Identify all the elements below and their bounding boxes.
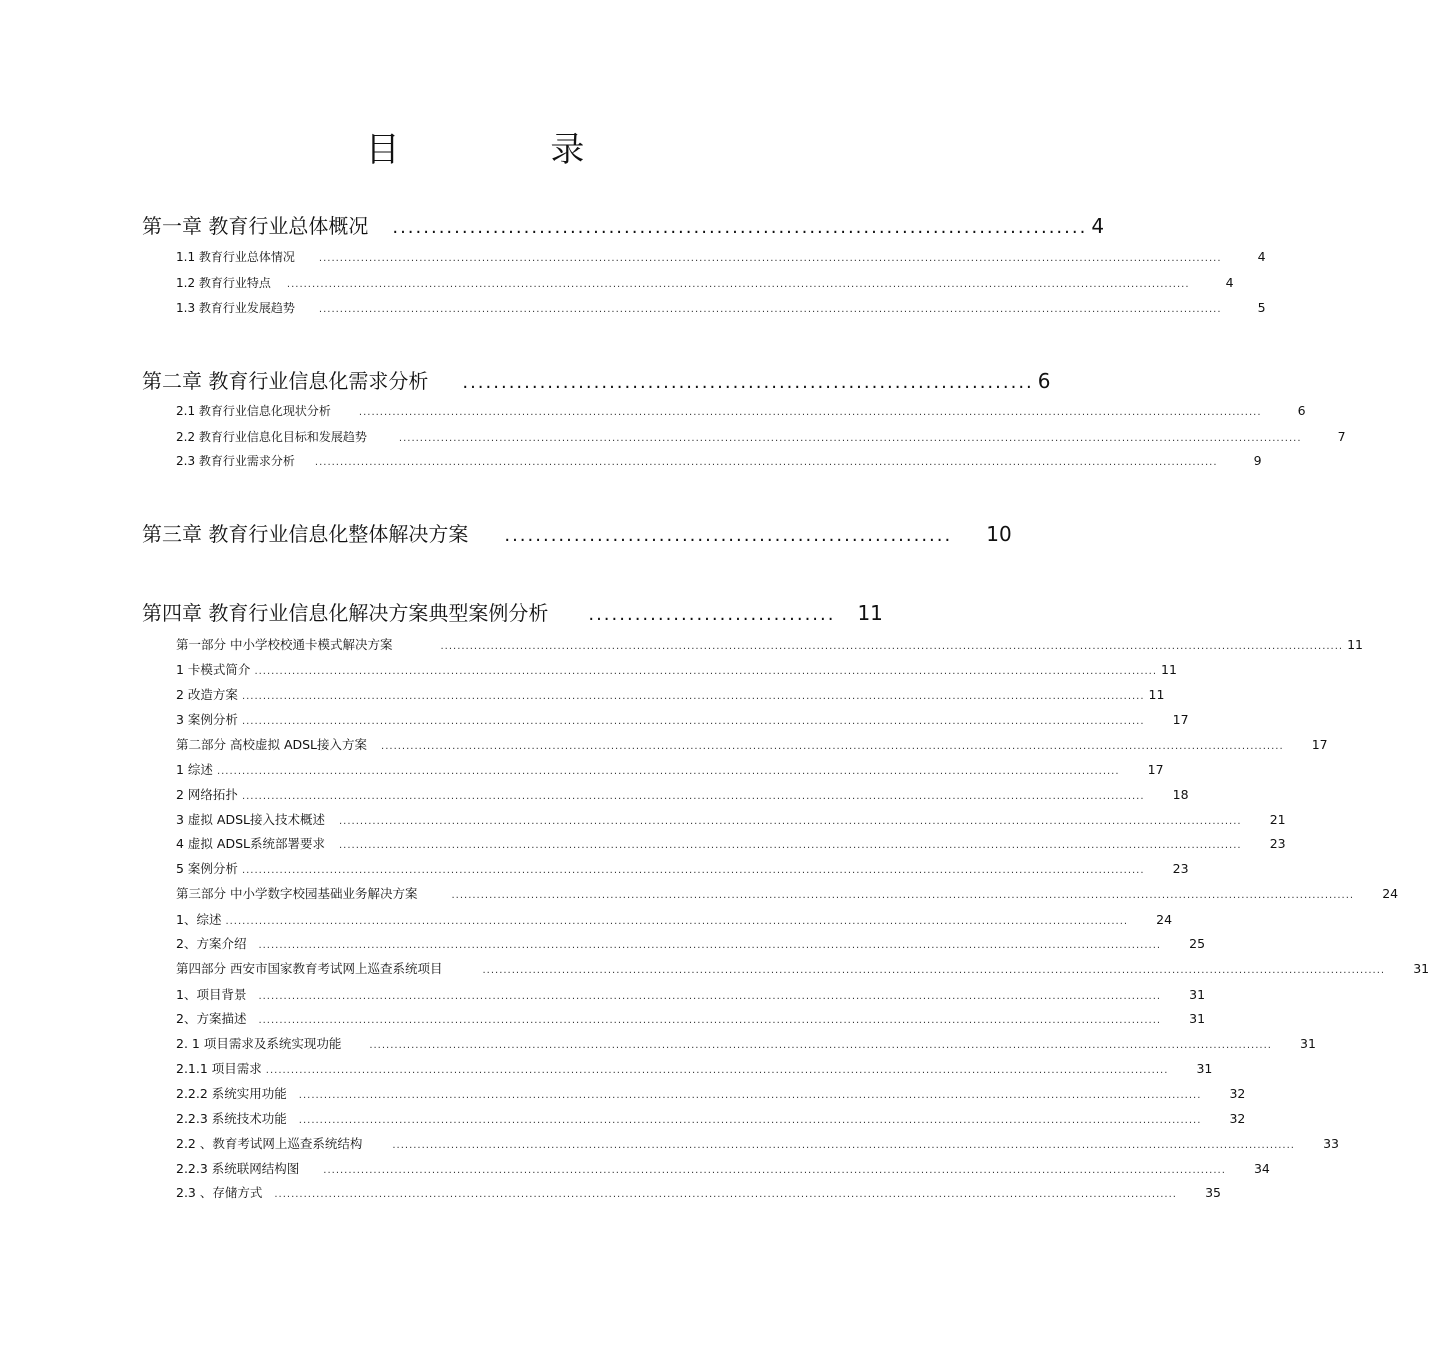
toc-page-number: 23: [1172, 861, 1189, 876]
toc-item-label: 4 虚拟 ADSL系统部署要求: [176, 836, 325, 851]
toc-page-number: 31: [1413, 961, 1429, 976]
toc-page-number: 23: [1269, 836, 1286, 851]
toc-section-1-1[interactable]: [176, 248, 1266, 265]
toc-page-number: 33: [1323, 1136, 1339, 1151]
toc-item-4-2-1[interactable]: [176, 1034, 1316, 1052]
toc-page-number: 7: [1337, 429, 1346, 444]
toc-page-number: 5: [1257, 300, 1266, 315]
toc-leader-dots: ........................................................................................................................................................................................................................: [338, 840, 1242, 851]
toc-item-label: 2.2 、教育考试网上巡查系统结构: [176, 1136, 363, 1151]
toc-section-label: 1.2 教育行业特点: [176, 276, 271, 290]
toc-item-label: 2.2.3 系统技术功能: [176, 1111, 287, 1126]
toc-leader-dots: ........................................................................................................................................................................................................................: [241, 791, 1145, 802]
toc-section-label: 2.2 教育行业信息化目标和发展趋势: [176, 430, 367, 444]
toc-part-label: 第二部分 高校虚拟 ADSL接入方案: [176, 737, 368, 752]
toc-item-3-1[interactable]: [176, 910, 1173, 928]
toc-section-label: 2.3 教育行业需求分析: [176, 454, 295, 468]
toc-page-number: 32: [1229, 1111, 1246, 1126]
toc-item-4-2[interactable]: [176, 1009, 1206, 1027]
toc-item-label: 3 案例分析: [176, 712, 238, 727]
toc-page-number: 11: [857, 601, 883, 625]
toc-page-number: 31: [1196, 1061, 1213, 1076]
toc-page-number: 4: [1225, 275, 1234, 290]
toc-section-2-2[interactable]: [176, 428, 1346, 445]
toc-part-4[interactable]: [176, 959, 1429, 977]
toc-section-1-3[interactable]: [176, 299, 1266, 316]
toc-leader-dots: ........................................................................................................................................................................................................................: [274, 1189, 1177, 1200]
toc-item-label: 1、综述: [176, 912, 222, 927]
toc-page-number: 21: [1269, 812, 1286, 827]
toc-part-label: 第一部分 中小学校校通卡模式解决方案: [176, 637, 393, 652]
toc-page-number: 17: [1311, 737, 1328, 752]
toc-item-2-2[interactable]: [176, 785, 1189, 803]
toc-item-label: 2. 1 项目需求及系统实现功能: [176, 1036, 342, 1051]
toc-leader-dots: ..........................................................: [504, 525, 953, 546]
toc-item-1-2[interactable]: [176, 685, 1165, 703]
toc-item-4-2-3[interactable]: [176, 1183, 1221, 1201]
toc-leader-dots: ........................................................................................................................................................................................................................: [451, 890, 1355, 901]
toc-item-1-1[interactable]: [176, 660, 1177, 678]
toc-leader-dots: ..........................................................................: [462, 372, 1034, 393]
toc-leader-dots: ........................................................................................................................................................................................................................: [258, 1015, 1162, 1026]
toc-leader-dots: ........................................................................................................................................................................................................................: [318, 253, 1222, 264]
toc-item-label: 2.2.2 系统实用功能: [176, 1086, 287, 1101]
toc-section-label: 1.3 教育行业发展趋势: [176, 301, 295, 315]
toc-item-label: 2.3 、存储方式: [176, 1185, 263, 1200]
toc-chapter-3[interactable]: [142, 518, 1012, 547]
toc-page-number: 11: [1347, 637, 1363, 652]
toc-section-2-1[interactable]: [176, 402, 1306, 419]
toc-chapter-1[interactable]: [142, 210, 1105, 239]
toc-item-4-2-2-3[interactable]: [176, 1109, 1246, 1127]
toc-leader-dots: ........................................................................................................................................................................................................................: [241, 865, 1145, 876]
toc-item-label: 2 改造方案: [176, 687, 238, 702]
toc-page-number: 24: [1156, 912, 1173, 927]
toc-chapter-label: 第四章 教育行业信息化解决方案典型案例分析: [142, 601, 549, 625]
toc-item-4-2-1-1[interactable]: [176, 1059, 1213, 1077]
toc-item-label: 1 综述: [176, 762, 213, 777]
toc-part-1[interactable]: [176, 635, 1363, 653]
toc-item-label: 1 卡模式简介: [176, 662, 251, 677]
toc-chapter-2[interactable]: [142, 365, 1051, 394]
toc-item-label: 2、方案介绍: [176, 936, 247, 951]
toc-leader-dots: ........................................................................................................................................................................................................................: [254, 666, 1158, 677]
toc-page-number: 31: [1300, 1036, 1316, 1051]
toc-page-number: 32: [1229, 1086, 1246, 1101]
toc-page-number: 11: [1148, 687, 1165, 702]
toc-item-2-3[interactable]: [176, 810, 1286, 828]
toc-item-label: 2.1.1 项目需求: [176, 1061, 262, 1076]
toc-leader-dots: ........................................................................................................................................................................................................................: [358, 407, 1262, 418]
toc-item-label: 5 案例分析: [176, 861, 238, 876]
toc-section-label: 1.1 教育行业总体情况: [176, 250, 295, 264]
toc-leader-dots: ........................................................................................................................................................................................................................: [440, 641, 1344, 652]
toc-part-3[interactable]: [176, 884, 1399, 902]
toc-page-number: 35: [1205, 1185, 1221, 1200]
toc-leader-dots: ........................................................................................................................................................................................................................: [225, 916, 1129, 927]
toc-leader-dots: ........................................................................................................................................................................................................................: [369, 1040, 1272, 1051]
toc-leader-dots: ........................................................................................................................................................................................................................: [482, 965, 1386, 976]
toc-page-number: 31: [1189, 987, 1206, 1002]
toc-title: 目 录: [365, 130, 655, 170]
toc-leader-dots: ........................................................................................................................................................................................................................: [338, 816, 1242, 827]
toc-chapter-label: 第二章 教育行业信息化需求分析: [142, 369, 429, 393]
toc-page-number: 34: [1253, 1161, 1270, 1176]
toc-item-label: 1、项目背景: [176, 987, 247, 1002]
toc-leader-dots: ........................................................................................................................................................................................................................: [258, 940, 1162, 951]
toc-chapter-label: 第三章 教育行业信息化整体解决方案: [142, 522, 469, 546]
toc-chapter-4[interactable]: [142, 597, 883, 626]
toc-chapter-label: 第一章 教育行业总体概况: [142, 214, 369, 238]
toc-leader-dots: ........................................................................................................................................................................................................................: [298, 1115, 1202, 1126]
toc-part-2[interactable]: [176, 735, 1328, 753]
toc-page-number: 24: [1382, 886, 1399, 901]
toc-section-1-2[interactable]: [176, 274, 1234, 291]
toc-page-number: 6: [1037, 369, 1051, 393]
toc-page-number: 10: [986, 522, 1012, 546]
toc-part-label: 第四部分 西安市国家教育考试网上巡查系统项目: [176, 961, 443, 976]
toc-page-number: 25: [1189, 936, 1206, 951]
toc-page-number: 9: [1253, 453, 1262, 468]
toc-part-label: 第三部分 中小学数字校园基础业务解决方案: [176, 886, 418, 901]
toc-leader-dots: ........................................................................................................................................................................................................................: [318, 304, 1222, 315]
toc-page-number: 18: [1172, 787, 1189, 802]
toc-leader-dots: ........................................................................................................................................................................................................................: [216, 766, 1120, 777]
toc-item-label: 2.2.3 系统联网结构图: [176, 1161, 300, 1176]
toc-leader-dots: ........................................................................................................................................................................................................................: [241, 716, 1145, 727]
toc-item-label: 2、方案描述: [176, 1011, 247, 1026]
toc-leader-dots: ........................................................................................................................................................................................................................: [286, 279, 1190, 290]
toc-leader-dots: ..........................................................................................: [392, 217, 1088, 238]
toc-leader-dots: ........................................................................................................................................................................................................................: [323, 1165, 1226, 1176]
toc-item-4-2-2[interactable]: [176, 1134, 1339, 1152]
toc-leader-dots: ........................................................................................................................................................................................................................: [258, 991, 1162, 1002]
toc-section-label: 2.1 教育行业信息化现状分析: [176, 404, 331, 418]
toc-item-4-2-2-3b[interactable]: [176, 1159, 1270, 1177]
toc-item-2-1[interactable]: [176, 760, 1164, 778]
toc-item-label: 3 虚拟 ADSL接入技术概述: [176, 812, 325, 827]
toc-page-number: 4: [1257, 249, 1266, 264]
toc-leader-dots: ........................................................................................................................................................................................................................: [381, 741, 1284, 752]
toc-item-2-4[interactable]: [176, 834, 1286, 852]
toc-item-label: 2 网络拓扑: [176, 787, 238, 802]
toc-item-2-5[interactable]: [176, 859, 1189, 877]
toc-page-number: 17: [1147, 762, 1164, 777]
toc-leader-dots: ........................................................................................................................................................................................................................: [298, 1090, 1202, 1101]
toc-item-3-2[interactable]: [176, 934, 1206, 952]
toc-leader-dots: ................................: [588, 604, 836, 625]
toc-leader-dots: ........................................................................................................................................................................................................................: [314, 457, 1218, 468]
toc-item-1-3[interactable]: [176, 710, 1189, 728]
toc-leader-dots: ........................................................................................................................................................................................................................: [241, 691, 1145, 702]
toc-item-4-2-2-2[interactable]: [176, 1084, 1246, 1102]
toc-leader-dots: ........................................................................................................................................................................................................................: [392, 1140, 1295, 1151]
toc-leader-dots: ........................................................................................................................................................................................................................: [265, 1065, 1169, 1076]
toc-page-number: 31: [1189, 1011, 1206, 1026]
toc-page-number: 11: [1161, 662, 1177, 677]
toc-section-2-3[interactable]: [176, 452, 1262, 469]
toc-item-4-1[interactable]: [176, 985, 1206, 1003]
toc-page-number: 17: [1172, 712, 1189, 727]
toc-page-number: 6: [1297, 403, 1306, 418]
toc-leader-dots: ........................................................................................................................................................................................................................: [398, 433, 1302, 444]
toc-page-number: 4: [1091, 214, 1105, 238]
